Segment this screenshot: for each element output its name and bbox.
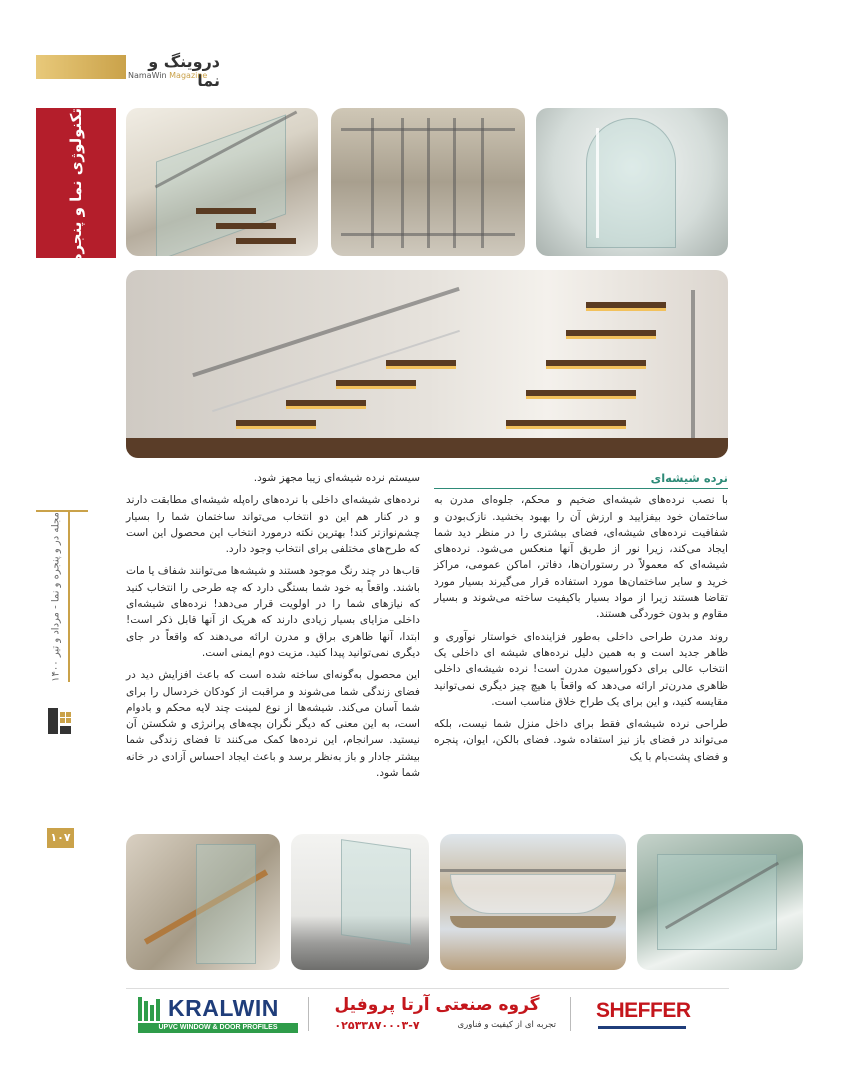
magazine-logo <box>128 52 238 90</box>
ad-phone-number: ۰۲۵۳۳۸۷۰۰۰۳-۷ <box>334 1019 420 1032</box>
article-paragraph: با نصب نرده‌های شیشه‌ای ضخیم و محکم، جلوه‌ای مدرن به ساختمان خود بیفزایید و ارزش آن را بهبود بخشید. نازک‌بودن و شفافیت نرده‌های شیشه‌ای، فضای بیشتری را در منظر دید شما ایجاد می‌کند، زیرا نور از طریق آنها منعکس می‌شود. نرده‌های شیشه‌ای که معمولاً در رستوران‌ها، دفاتر، اماکن عمومی، مراکز خرید و سایر ساختمان‌ها مورد استفاده قرار می‌گیرند بسیار مورد تقاضا هستند زیرا از مواد بسیار باکیفیت ساخته می‌شوند و بسیار مقاوم و بدون خوردگی هستند. <box>434 494 728 621</box>
ad-tagline: تجربه ای از کیفیت و فناوری <box>457 1020 556 1030</box>
issue-info: مجله در و پنجره و نما - مرداد و تیر ۱۴۰۰ <box>50 512 62 682</box>
article-paragraph: نرده‌های شیشه‌ای داخلی با نرده‌های راه‌پله شیشه‌ای مطابقت دارند و در کنار هم این دو انتخاب می‌تواند ساختمان شما را بسیار چشم‌نوازتر کند! بهترین نکته درمورد انتخاب این محصول این است که طرح‌های مختلفی برای انتخاب وجود دارد. <box>126 494 420 556</box>
section-side-tab-label: تکنولوژی نما و پنجره <box>67 108 85 263</box>
kralwin-logo <box>138 995 298 1033</box>
article-paragraph: طراحی نرده شیشه‌ای فقط برای داخل منزل شما نیست، بلکه می‌تواند در فضای باز نیز استفاده شود. فضای بالکن، ایوان، پنجره و فضای پشت‌بام با یک <box>434 718 728 763</box>
article-paragraph: سیستم نرده شیشه‌ای زیبا مجهز شود. <box>253 472 420 484</box>
kralwin-name: KRALWIN <box>168 995 279 1021</box>
article-paragraph: قاب‌ها در چند رنگ موجود هستند و شیشه‌ها می‌توانند شفاف یا مات باشند. واقعاً به خود شما بستگی دارد که چه طرحی را انتخاب کنید که نیازهای شما را در اولویت قرار می‌دهد! نرده‌های شیشه‌ای داخلی مزایای بسیار زیادی دارند که هریک از آنها قابل ذکر است! ابتدا، آنها ظاهری براق و مدرن ارائه می‌دهند که واقعاً در جای دیگری نمی‌توانید پیدا کنید. مزیت دوم ایمنی است. <box>126 565 420 659</box>
photo-curved-glass-balcony <box>440 834 626 970</box>
advertisement-banner[interactable] <box>126 988 729 1038</box>
logo-persian: دروینگ و نما <box>148 52 220 90</box>
article-column-right <box>434 470 728 771</box>
logo-english-name: NamaWin <box>128 71 167 80</box>
margin-rule-vertical <box>68 512 70 682</box>
photo-stairs-wood-handrail <box>126 834 280 970</box>
ad-divider <box>570 997 571 1031</box>
sheffer-logo: SHEFFER <box>596 999 691 1022</box>
magazine-emblem-icon <box>48 708 72 734</box>
ad-company-title: گروه صنعتی آرتا پروفیل <box>334 995 540 1015</box>
article-column-left <box>126 470 420 787</box>
photo-floating-staircase-wave-railing <box>126 270 728 458</box>
ad-divider <box>308 997 309 1031</box>
logo-english-magazine: Magazine <box>169 71 208 80</box>
logo-english <box>128 71 207 80</box>
header-gold-bar <box>36 55 126 79</box>
margin-rule <box>36 510 88 512</box>
sheffer-underline <box>598 1026 686 1029</box>
kralwin-window-icon <box>138 997 164 1021</box>
article-paragraph: روند مدرن طراحی داخلی به‌طور فزاینده‌ای خواستار نوآوری و ظاهر جدید است و به همین دلیل نرده‌های شیشه ای داخلی یک انتخاب عالی برای دکوراسیون مدرن است! نرده شیشه‌ای داخلی ظاهری مدرن‌تر ارائه می‌دهد که واقعاً با هیچ چیز دیگری نمی‌توانید مقایسه کنید، و این برای یک طراح خلاق مناسب است. <box>434 630 728 708</box>
photo-frameless-glass-panel <box>291 834 429 970</box>
section-heading: نرده شیشه‌ای <box>434 470 728 489</box>
photo-glass-staircase-steel-rail <box>126 108 318 256</box>
photo-glass-staircase-well <box>637 834 803 970</box>
kralwin-subtitle: UPVC WINDOW & DOOR PROFILES <box>138 1023 298 1033</box>
page-number: ۱۰۷ <box>47 828 74 848</box>
photo-steel-window-grille <box>331 108 525 256</box>
photo-spiral-glass-staircase <box>536 108 728 256</box>
article-paragraph: این محصول به‌گونه‌ای ساخته شده است که باعث افزایش دید در فضای زندگی شما می‌شوند و مراقبت از کودکان خردسال را برای شما آسان می‌کند. شیشه‌ها از نوع لمینت چند لایه محکم و بادوام است، به این معنی که دیگر نگران بچه‌های پرانرژی و شکستن آن نیستید. سرانجام، این نرده‌ها کمک می‌کنند تا فضای زندگی شما بیشتر جادار و باز به‌نظر برسد و باعث ایجاد احساس آزادی در خانه شما شود. <box>126 669 420 780</box>
